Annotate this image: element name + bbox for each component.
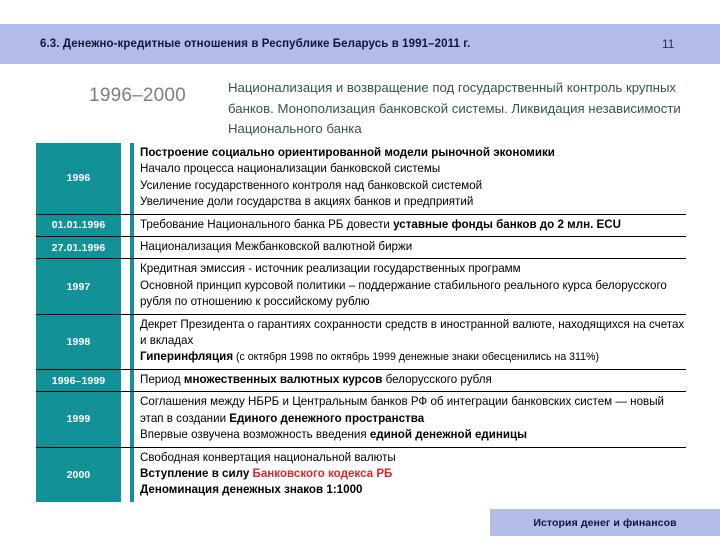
text-segment: Кредитная эмиссия - источник реализации государственных программ (140, 262, 521, 276)
table-row (36, 447, 686, 502)
table-row-year: 27.01.1996 (36, 237, 121, 258)
table-row-line (140, 349, 686, 365)
row-gap-spacer (121, 259, 130, 313)
table-row (36, 369, 686, 391)
text-segment: Усиление государственного контроля над банковской системой (140, 178, 483, 192)
table-row (36, 258, 686, 313)
table-row-content (134, 143, 686, 214)
table-row-year: 1996–1999 (36, 370, 121, 391)
table-row-content (134, 237, 686, 258)
row-gap-spacer (121, 215, 130, 236)
text-segment: белорусского рубля (382, 372, 492, 386)
row-gap-spacer (121, 315, 130, 369)
text-segment: Построение социально ориентированной модели рыночной экономики (140, 146, 555, 159)
table-row-year: 2000 (36, 448, 121, 502)
table-row-content (134, 259, 686, 313)
text-segment: Впервые озвучена возможность введения (140, 428, 370, 442)
slide-header-bar (0, 24, 720, 64)
table-row-line (140, 372, 686, 388)
text-segment: множественных валютных курсов (183, 372, 383, 386)
table-row-year: 1998 (36, 315, 121, 369)
table-row-content (134, 370, 686, 391)
table-row-line (140, 261, 686, 277)
table-row-line (140, 427, 686, 443)
table-row-line (140, 317, 686, 350)
table-row-content (134, 315, 686, 369)
text-segment: Единого денежного пространства (229, 411, 425, 425)
text-segment: Требование Национального банка РБ довести (140, 217, 394, 231)
text-segment: Соглашения между НБРБ и Центральным банков РФ об интеграции банковских систем — новый этап в создании (140, 395, 665, 425)
table-row-year: 1997 (36, 259, 121, 313)
row-gap-spacer (121, 448, 130, 502)
row-gap-spacer (121, 237, 130, 258)
footer-badge-label: История денег и финансов (533, 516, 677, 529)
table-row-line (140, 394, 686, 427)
table-row-line (140, 161, 686, 177)
text-segment: Деноминация денежных знаков 1:1000 (140, 483, 363, 497)
table-row-content (134, 215, 686, 236)
text-segment: (с октября 1998 по октябрь 1999 денежные знаки обесценились на 311%) (233, 351, 599, 364)
text-segment: Национализация Межбанковской валютной биржи (140, 240, 413, 254)
table-row-line (140, 239, 686, 255)
text-segment: Свободная конвертация национальной валюты (140, 450, 396, 464)
table-row-year: 1999 (36, 392, 121, 446)
text-segment: Основной принцип курсовой политики – поддержание стабильного реального курса белорусского рубля по отношению к российскому рублю (140, 278, 667, 309)
table-row-content (134, 448, 686, 502)
text-segment: Банковского кодекса РБ (252, 466, 393, 480)
page-title: 6.3. Денежно-кредитные отношения в Республике Беларусь в 1991–2011 г. (40, 38, 471, 50)
text-segment: уставные фонды банков до 2 млн. ECU (393, 217, 622, 231)
table-row-year: 01.01.1996 (36, 215, 121, 236)
text-segment: единой денежной единицы (369, 428, 528, 442)
row-gap-spacer (121, 370, 130, 391)
text-segment: Гиперинфляция (140, 350, 234, 364)
table-row (36, 236, 686, 258)
table-row-line (140, 278, 686, 311)
table-row-line (140, 178, 686, 194)
table-row (36, 143, 686, 214)
table-row-year: 1996 (36, 143, 121, 214)
table-row-line (140, 194, 686, 210)
text-segment: Период (140, 372, 184, 386)
table-row (36, 314, 686, 369)
footer-badge (490, 509, 720, 536)
row-gap-spacer (121, 143, 130, 214)
period-description: Национализация и возвращение под государственный контроль крупных банков. Монополизация банковской системы. Ликвидация независимости Национального банка (228, 80, 681, 136)
table-row-line (140, 466, 686, 482)
table-row-line (140, 482, 686, 498)
page-number: 11 (662, 37, 675, 51)
row-gap-spacer (121, 392, 130, 446)
table-row-line (140, 145, 686, 161)
table-row (36, 214, 686, 236)
table-row-line (140, 217, 686, 233)
text-segment: Начало процесса национализации банковской системы (140, 162, 441, 176)
table-row-line (140, 450, 686, 466)
text-segment: Декрет Президента о гарантиях сохранности средств в иностранной валюте, находящихся на счетах и вкладах (140, 317, 685, 348)
text-segment: Увеличение доли государства в акциях банков и предприятий (140, 195, 474, 209)
table-row-content (134, 392, 686, 446)
events-table (36, 143, 686, 502)
text-segment: Вступление в силу (140, 466, 253, 480)
table-row (36, 391, 686, 446)
period-label: 1996–2000 (89, 85, 186, 106)
